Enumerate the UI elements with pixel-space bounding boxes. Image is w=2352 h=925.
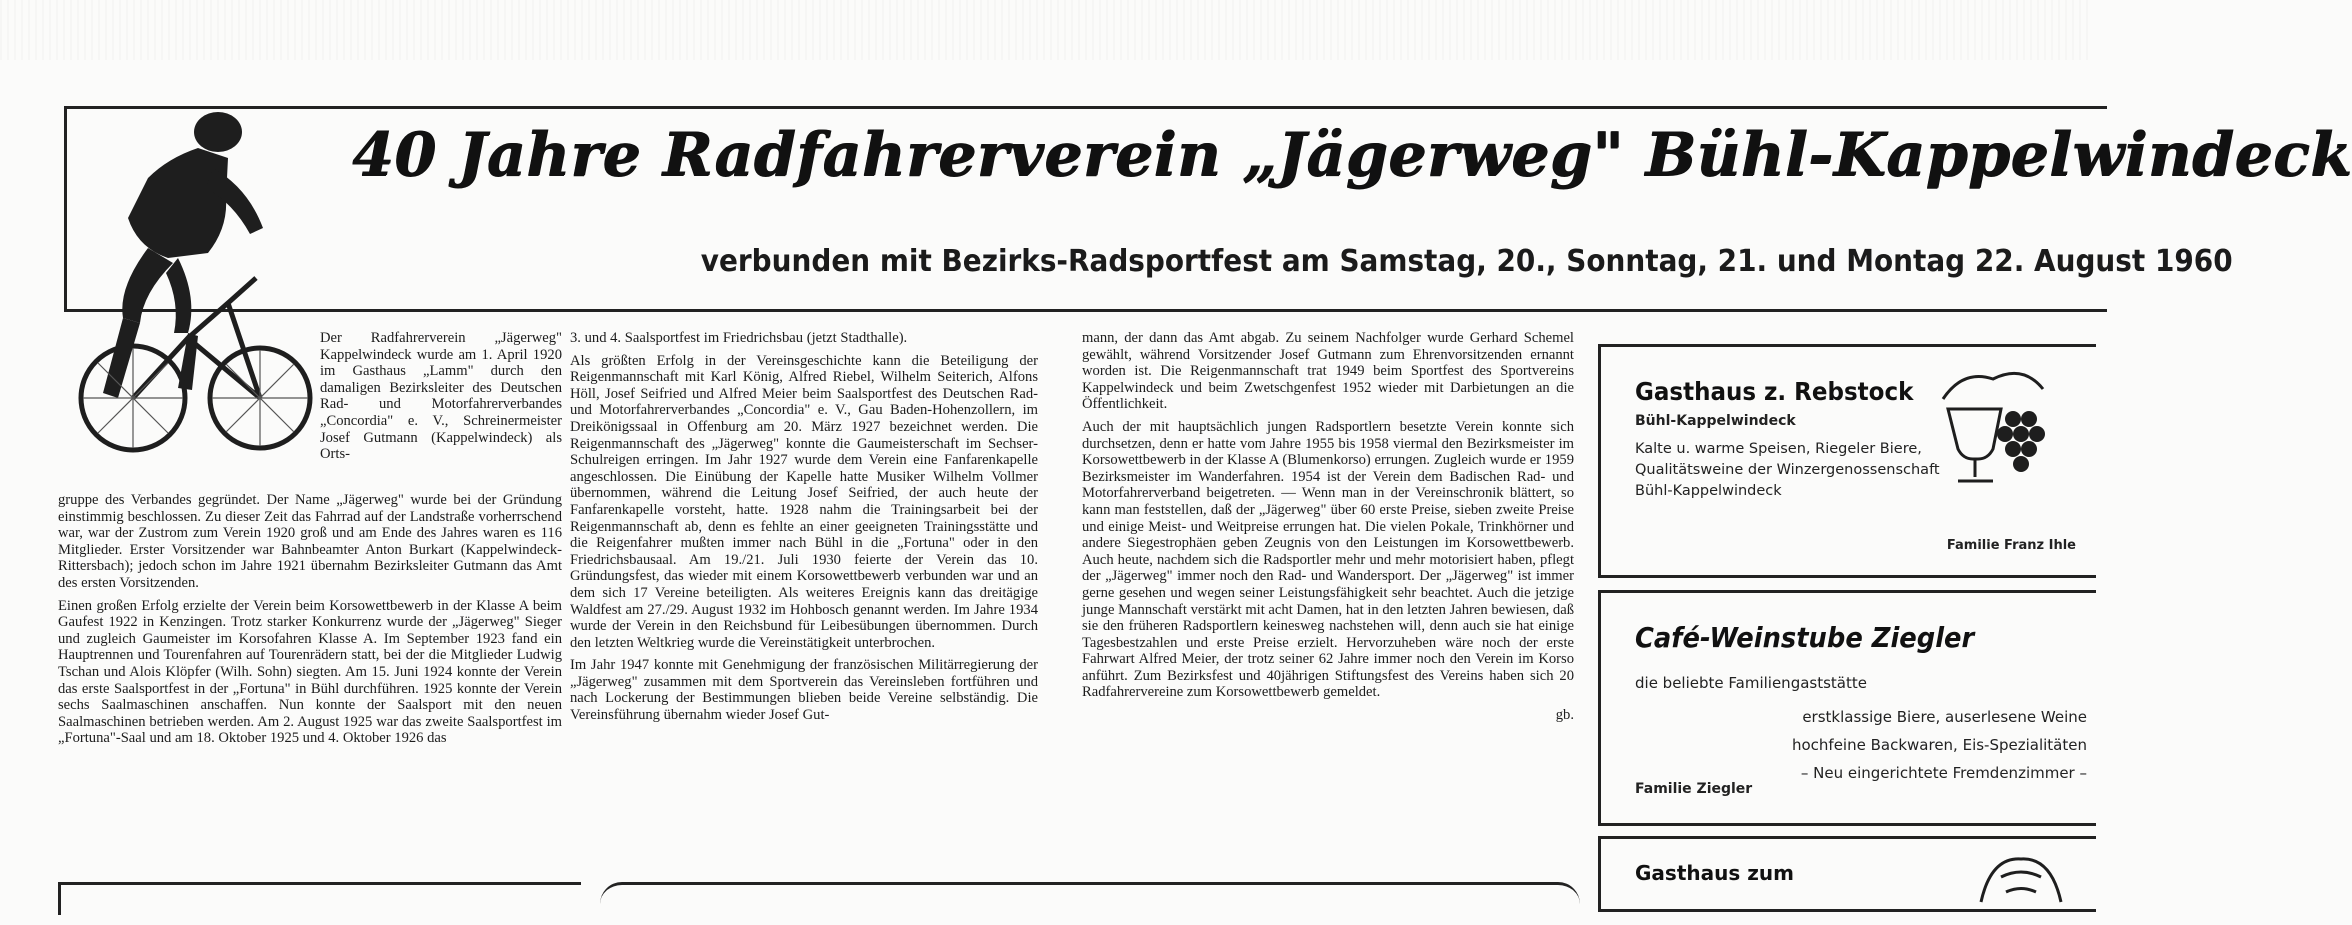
ad-gasthaus-zum [1598,836,2096,912]
ad-description: Kalte u. warme Speisen, Riegeler Biere, Qualitätsweine der Winzergenossenschaft Bühl-Kappelwindeck [1635,441,1940,499]
article-paragraph: Einen großen Erfolg erzielte der Verein beim Korsowettbewerb in der Klasse A beim Gaufest 1922 in Kenzingen. Trotz starker Konkurrenz wurde der „Jägerweg" Sieger und zugleich Gaumeister im Korsofahren Klasse A. Im September 1923 fand ein Hauptrennen und Tourenfahren auf Tourenrädern statt, bei der die Mitglieder Ludwig Tschan und Alois Klöpfer (Wilh. Sohn) siegten. Am 15. Juni 1924 konnte der Verein das erste Saalsportfest in der „Fortuna" in Bühl durchführen. 1925 konnte der Verein sechs Saalmaschinen anschaffen. Nun konnte der Saalsport mit den neuen Saalmaschinen betrieben werden. Am 2. August 1925 war das zweite Saalsportfest im „Fortuna"-Saal und am 18. Oktober 1925 und 4. Oktober 1926 das [58,597,562,747]
wine-glass-grapes-icon [1913,359,2053,499]
ad-owner: Familie Ziegler [1635,781,1753,797]
headline: 40 Jahre Radfahrerverein „Jägerweg" Bühl-Kappelwindeck [352,120,2352,190]
ad-location: Bühl-Kappelwindeck [1635,413,1796,429]
article-paragraph: Der Radfahrerverein „Jägerweg" Kappelwindeck wurde am 1. April 1920 im Gasthaus „Lamm" durch den damaligen Bezirksleiter des Deutschen Rad- und Motorfahrerverbandes „Concordia" e. V., Schreinermeister Josef Gutmann (Kappelwindeck) als Orts- [320,330,562,463]
subheadline: verbunden mit Bezirks-Radsportfest am Samstag, 20., Sonntag, 21. und Montag 22. August 1960 [700,244,2233,279]
next-article-frame [58,882,581,915]
ad-title: Gasthaus zum [1635,861,1794,885]
article-paragraph: gruppe des Verbandes gegründet. Der Name „Jägerweg" wurde bei der Gründung einstimmig beschlossen. Zu dieser Zeit das Fahrrad auf der Landstraße vorherrschend war, war der Zustrom zum Verein 1920 groß und am Ende des Jahres waren es 116 Mitglieder. Erster Vorsitzender war Bahnbeamter Anton Burkart (Kappelwindeck-Rittersbach); jedoch schon im Jahre 1921 übernahm Bezirksleiter Gutmann das Amt des ersten Vorsitzenden. [58,492,562,591]
article-paragraph: Auch der mit hauptsächlich jungen Radsportlern besetzte Verein konnte sich durchsetzen, denn er hatte vom Jahre 1955 bis 1958 viermal den Bezirksmeister im Korsowettbewerb in der Klasse A (Blumenkorso) errungen. Zugleich wurde er 1959 Bezirksmeister im Wanderfahren. 1954 ist der Verein dem Badischen Rad- und Motorfahrerverband beigetreten. — Wenn man in der Vereinschronik blättert, so kann man feststellen, daß der „Jägerweg" über 60 erste Preise, sieben zweite Preise und einige Meist- und Weitpreise errungen hat. Die vielen Pokale, Trinkhörner und andere Siegestrophäen geben Zeugnis von den Leistungen im Korsowettbewerb. Auch heute, nachdem sich die Radsportler mehr und mehr motorisiert haben, pflegt der „Jägerweg" immer noch den Rad- und Wandersport. Der „Jägerweg" ist immer gerne gesehen und wegen seiner Leistungsfähigkeit sehr beachtet. Auch die jetzige junge Mannschaft verstärkt mit acht Damen, hat in den letzten Jahren bewiesen, daß sie den früheren Radsportlern keinesweg nachstehen will, denn auch sie hat einige Tagesbestzahlen und erste Preise erzielt. Hervorzuheben wäre noch der erste Fahrwart Alfred Meier, der trotz seiner 62 Jahre immer noch den Verein im Korso anführt. Zum Bezirksfest und 40jährigen Stiftungsfest des Vereins haben sich 20 Radfahrervereine zum Korsowettbewerb gemeldet. [1082,418,1574,701]
ad-cafe-ziegler [1598,590,2096,826]
ad-title: Gasthaus z. Rebstock [1635,377,1914,406]
article-paragraph: Im Jahr 1947 konnte mit Genehmigung der französischen Militärregierung der „Jägerweg" zusammen mit dem Sportverein das Vereinsleben fortführen und nach Lockerung der Bestimmungen blieben beide Vereine selbständig. Die Vereinsführung übernahm wieder Josef Gut- [570,657,1038,724]
ad-title: Café-Weinstube Ziegler [1635,621,1975,654]
ad-gasthaus-rebstock [1598,344,2096,578]
article-column-2 [570,330,1038,730]
ad-offer: hochfeine Backwaren, Eis-Spezialitäten [1791,736,2087,754]
article-column-3 [1082,330,1574,730]
article-paragraph: mann, der dann das Amt abgab. Zu seinem Nachfolger wurde Gerhard Schemel gewählt, während Vorsitzender Josef Gutmann zum Ehrenvorsitzenden ernannt worden ist. Die Reigenmannschaft trat 1949 beim Sportfest des Sportvereins Kappelwindeck und beim Zwetschgenfest 1952 wieder mit Darbietungen an die Öffentlichkeit. [1082,330,1574,413]
article-paragraph: 3. und 4. Saalsportfest im Friedrichsbau (jetzt Stadthalle). [570,330,908,346]
ad-owner: Familie Franz Ihle [1946,538,2076,553]
author-signature: gb. [1555,707,1574,724]
article-column-1 [58,492,562,753]
next-article-frame [600,882,1580,925]
ad-tagline: die beliebte Familiengaststätte [1635,674,1867,692]
article-paragraph: Als größten Erfolg in der Vereinsgeschichte kann die Beteiligung der Reigenmannschaft mit Karl König, Alfred Riebel, Wilhelm Seiterich, Alfons Höll, Josef Seifried und Alfred Meier beim Saalsportfest des Deutschen Rad- und Motorfahrerverbandes „Concordia" e. V., Gau Baden-Hohenzollern, im Dreikönigssaal in Offenburg am 20. März 1927 bezeichnet werden. Die Reigenmannschaft des „Jägerweg" konnte die Gaumeisterschaft im Sechser-Schulreigen erringen. Im Jahr 1927 wurde dem Verein eine Fanfarenkapelle angeschlossen. Die Einübung der Kapelle hatte Musiker Wilhelm Vollmer übernommen, während die Leitung Josef Seifried, der auch heute der Fanfarenkapelle vorsteht, hatte. 1928 nahm die Trainingsarbeit bei der Reigenmannschaft ab, denn es fehlte an einer geeigneten Trainingsstätte und die Reigenfahrer mußten immer nach Bühl in die „Fortuna" oder in den Friedrichsbausaal. Am 19./21. Juli 1930 feierte der Verein das 10. Gründungsfest, das wieder mit einem Korsowettbewerb verbunden war und an dem sich 17 Vereine beteiligten. Als weiteres Ereignis kann das dreitägige Waldfest am 27./29. August 1932 im Hohbosch genannt werden. Im Jahre 1934 wurde der Verein in den Reichsbund für Leibesübungen übernommen. Durch den letzten Weltkrieg wurde die Vereinstätigkeit unterbrochen. [570,352,1038,651]
cyclist-illustration [78,108,313,488]
paper-edge [0,0,2093,60]
ornament-icon [1971,847,2071,907]
ad-offer: – Neu eingerichtete Fremdenzimmer – [1800,764,2087,782]
ad-offer-list [1771,703,2087,787]
article-intro [320,330,562,469]
ad-offer: erstklassige Biere, auserlesene Weine [1802,708,2087,726]
